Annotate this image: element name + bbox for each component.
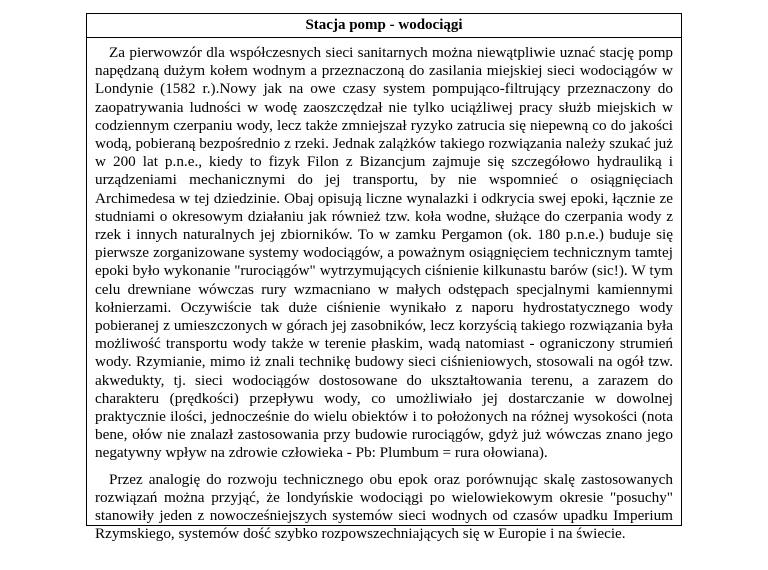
document-body [87, 38, 681, 543]
paragraph-1: Za pierwowzór dla współczesnych sieci sanitarnych można niewątpliwie uznać stację pomp napędzaną dużym kołem wodnym a przeznaczoną do zasilania miejskiej sieci wodociągów w Londynie (1582 r.).Nowy jak na owe czasy system pompująco-filtrujący przeznaczony do zaopatrywania ludności w wodę zaoszczędzał nie tylko uciążliwej pracy służb miejskich w codziennym czerpaniu wody, lecz także zmniejszał ryzyko zatrucia się niepewną co do jakości wodą, pobieraną bezpośrednio z rzeki. Jednak zalążków takiego rozwiązania należy szukać już w 200 lat p.n.e., kiedy to fizyk Filon z Bizancjum zajmuje się szczegółowo hydrauliką i urządzeniami mechanicznymi do jej transportu, by nie wspomnieć o osiągnięciach Archimedesa w tej dziedzinie. Obaj opisują liczne wynalazki i odkrycia swej epoki, łącznie ze studniami o okresowym działaniu jak również tzw. koła wodne, służące do czerpania wody z rzek i innych naturalnych jej zbiorników. To w zamku Pergamon (ok. 180 p.n.e.) buduje się pierwsze zorganizowane systemy wodociągów, a poważnym osiągnięciem technicznym tamtej epoki było wykonanie "rurociągów" wytrzymujących ciśnienie kilkunastu barów (sic!). W tym celu drewniane wówczas rury wzmacniano w małych odstępach specjalnymi kamiennymi kołnierzami. Oczywiście tak duże ciśnienie wynikało z naporu hydrostatycznego wody pobieranej z umieszczonych w górach jej zasobników, lecz korzyścią takiego rozwiązania była możliwość transportu wody także w terenie płaskim, wadą natomiast - ograniczony strumień wody. Rzymianie, mimo iż znali technikę budowy sieci ciśnieniowych, stosowali na ogół tzw. akwedukty, tj. sieci wodociągów dostosowane do ukształtowania terenu, a zarazem do charakteru (prędkości) przepływu wody, co umożliwiało jej dostarczanie w dowolnej praktycznie ilości, jednocześnie do wielu obiektów i to położonych na różnej wysokości (nota bene, ołów nie znalazł zastosowania przy budowie rurociągów, gdyż już wówczas znano jego negatywny wpływ na zdrowie człowieka - Pb: Plumbum = rura ołowiana). [95, 44, 673, 462]
document-title: Stacja pomp - wodociągi [87, 14, 681, 38]
paragraph-2: Przez analogię do rozwoju technicznego obu epok oraz porównując skalę zastosowanych rozwiązań można przyjąć, że londyńskie wodociągi po wielowiekowym okresie "posuchy" stanowiły jeden z nowocześniejszych systemów sieci wodnych od czasów upadku Imperium Rzymskiego, systemów dość szybko rozpowszechniających się w Europie i na świecie. [95, 470, 673, 543]
document-frame [86, 13, 682, 543]
